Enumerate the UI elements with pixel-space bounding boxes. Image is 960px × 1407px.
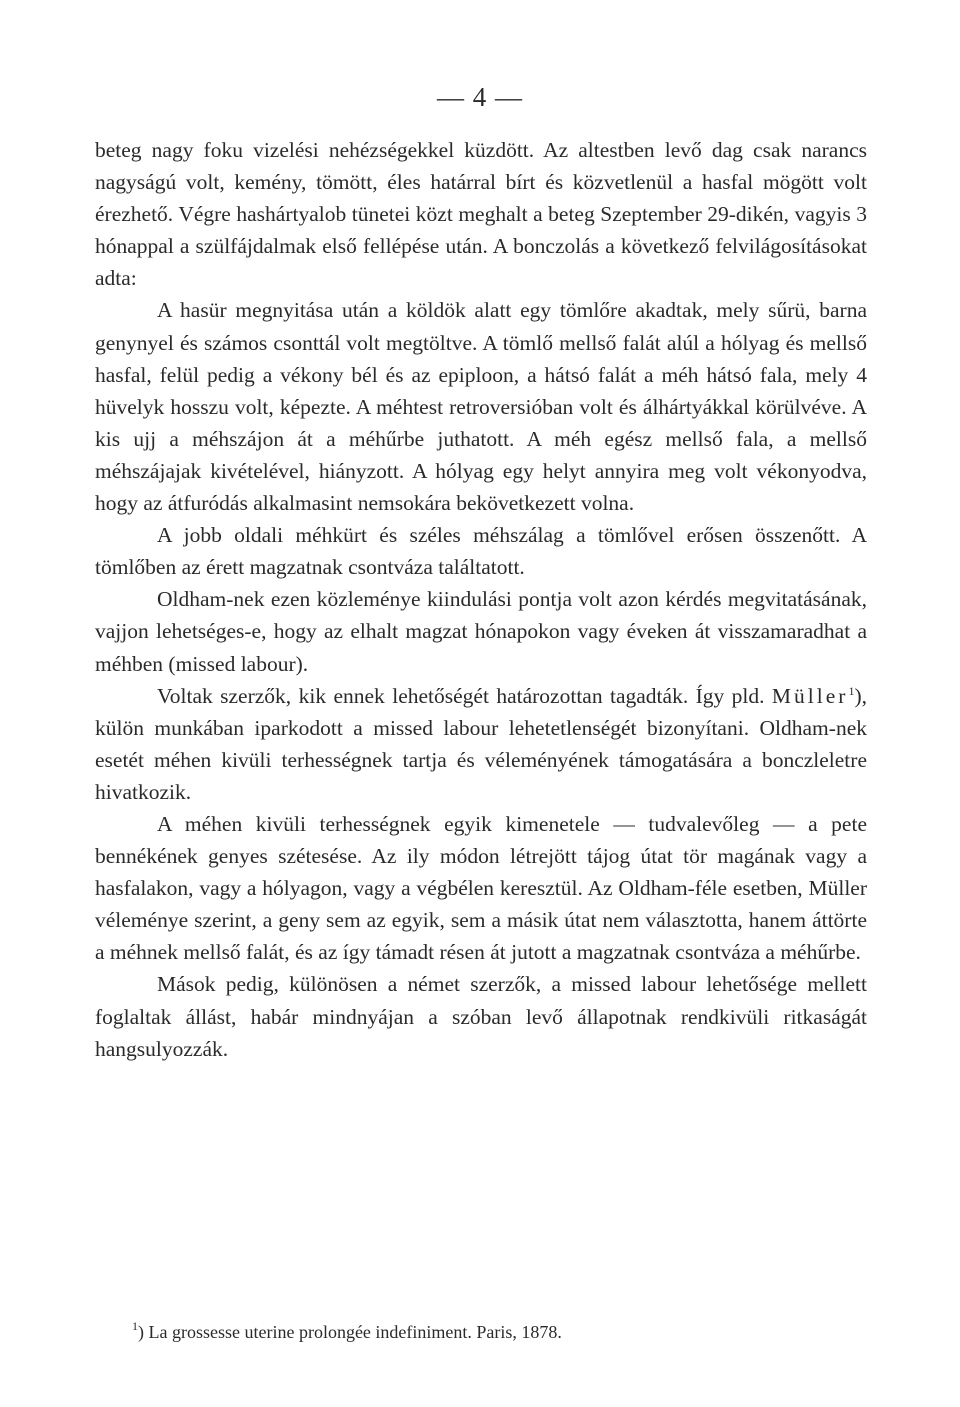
footnote-mark: 1 [132,1319,138,1333]
paragraph-continuation: beteg nagy foku vizelési nehézségekkel küzdött. Az altestben levő dag csak narancs nagyságú volt, kemény, tömött, éles határral bírt és közvetlenül a hasfal mögött volt érezhető. Végre hashártyalob tünetei közt meghalt a beteg Szeptember 29-dikén, vagyis 3 hónappal a szülfájdalmak első fellépése után. A bonczolás a következő felvilágosításokat adta: [95,138,867,291]
footnote-text: ) La grossesse uterine prolongée indefiniment. Paris, 1878. [138,1322,562,1342]
author-name: Müller [771,683,849,708]
paragraph-german-authors: Mások pedig, különösen a német szerzők, a missed labour lehetősége mellett foglaltak állást, habár mindnyájan a szóban levő állapotnak rendkivüli ritkaságát hangsulyozzák. [95,972,867,1061]
paragraph-extrauterine-outcome: A méhen kivüli terhességnek egyik kimenetele — tudvalevőleg — a pete bennékének genyes szétesése. Az ily módon létrejött tájog útat tör magának vagy a hasfalakon, vagy a hólyagon, vagy a végbélen keresztül. Az Oldham-féle esetben, Müller véleménye szerint, a geny sem az egyik, sem a másik útat nem választotta, hanem áttörte a méhnek mellső falát, és az így támadt résen át jutott a magzatnak csontváza a méhűrbe. [95,811,867,965]
footnote-reference: 1 [848,683,855,698]
paragraph-skeleton-found: A jobb oldali méhkürt és széles méhszálag a tömlővel erősen összenőtt. A tömlőben az érett magzatnak csontváza találtatott. [95,523,867,580]
paragraph-muller-opinion [95,680,867,808]
footnote [132,1320,872,1344]
body-text [95,134,867,1065]
text-after-author: ), külön munkában iparkodott a missed labour lehetetlenségét bizonyítani. Oldham-nek esetét méhen kivüli terhességnek tartja és véleményének támogatására a bonczleletre hivatkozik. [95,683,867,804]
page-number: — 4 — [437,82,523,112]
text-before-author: Voltak szerzők, kik ennek lehetőségét határozottan tagadták. Így pld. [157,683,772,708]
paragraph-oldham-question: Oldham-nek ezen közleménye kiindulási pontja volt azon kérdés megvitatásának, vajjon lehetséges-e, hogy az elhalt magzat hónapokon vagy éveken át visszamaradhat a méhben (missed labour). [95,587,867,676]
paragraph-autopsy-findings: A hasür megnyitása után a köldök alatt egy tömlőre akadtak, mely sűrü, barna genynyel és számos csonttál volt megtöltve. A tömlő mellső falát alúl a hólyag és mellső hasfal, felül pedig a vékony bél és az epiploon, a hátsó falát a méh hátsó fala, mely 4 hüvelyk hosszu volt, képezte. A méhtest retroversióban volt és álhártyákkal körülvéve. A kis ujj a méhszájon át a méhűrbe juthatott. A méh egész mellső fala, a mellső méhszájajak kivételével, hiányzott. A hólyag egy helyt annyira meg volt vékonyodva, hogy az átfuródás alkalmasint nemsokára bekövetkezett volna. [95,298,867,516]
